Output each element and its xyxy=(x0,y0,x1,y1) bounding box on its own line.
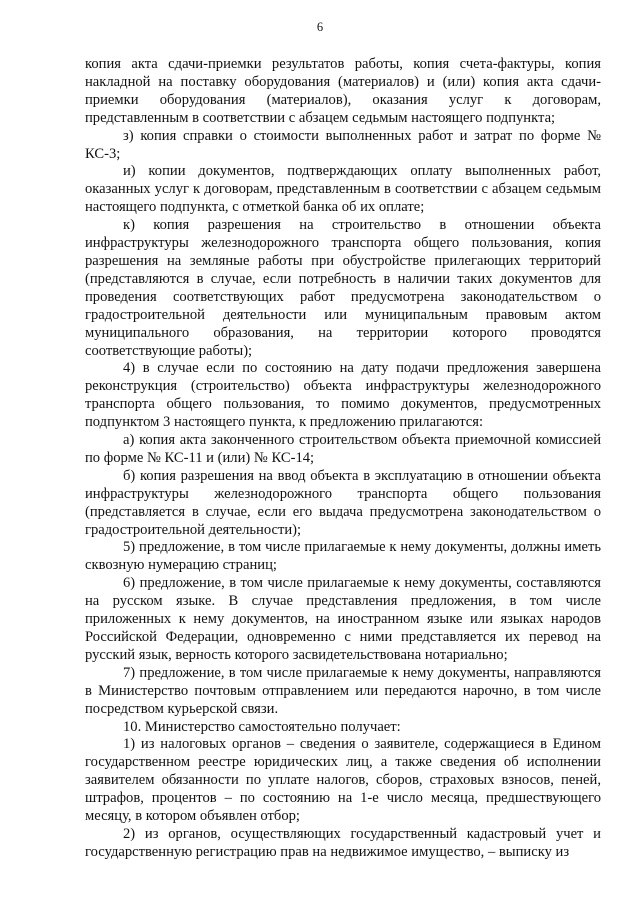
paragraph-continued: копия акта сдачи-приемки результатов работы, копия счета-фактуры, копия накладной на поставку оборудования (материалов) и (или) копия акта сдачи-приемки оборудования (материалов), оказания услуг к договорам, представленным в соответствии с абзацем седьмым настоящего подпункта; xyxy=(85,56,601,126)
paragraph-point-10-sub-2: 2) из органов, осуществляющих государственный кадастровый учет и государственную регистрацию прав на недвижимое имущество, – выписку из xyxy=(85,825,601,860)
paragraph-item-a: а) копия акта законченного строительством объекта приемочной комиссией по форме № КС-11 и (или) № КС-14; xyxy=(85,432,601,466)
paragraph-subitem-5: 5) предложение, в том числе прилагаемые к нему документы, должны иметь сквозную нумерацию страниц; xyxy=(85,539,601,574)
document-body xyxy=(85,56,601,862)
paragraph-item-b: б) копия разрешения на ввод объекта в эксплуатацию в отношении объекта инфраструктуры железнодорожного транспорта общего пользования (представляется в случае, если его выдача предусмотрена законодательством о градостроительной деятельности); xyxy=(85,467,601,538)
paragraph-item-k: к) копия разрешения на строительство в отношении объекта инфраструктуры железнодорожного транспорта общего пользования, копия разрешения на земляные работы при обустройстве прилегающих территорий (представляются в случае, если потребность в наличии таких документов для проведения соответствующих работ предусмотрена законодательством о градостроительной деятельности или муниципальным правовым актом муниципального образования, на территории которого проводятся соответствующие работы); xyxy=(85,217,601,359)
paragraph-subitem-7: 7) предложение, в том числе прилагаемые к нему документы, направляются в Министерство почтовым отправлением или передаются нарочно, в том числе посредством курьерской связи. xyxy=(85,664,601,717)
paragraph-subitem-6: 6) предложение, в том числе прилагаемые к нему документы, составляются на русском языке. В случае представления предложения, в том числе приложенных к нему документов, на иностранном языке или языках народов Российской Федерации, одновременно с ними представляется их перевод на русский язык, верность которого засвидетельствована нотариально; xyxy=(85,575,601,663)
paragraph-subitem-4: 4) в случае если по состоянию на дату подачи предложения завершена реконструкция (строительство) объекта инфраструктуры железнодорожного транспорта общего пользования, то помимо документов, предусмотренных подпунктом 3 настоящего пункта, к предложению прилагаются: xyxy=(85,360,601,431)
paragraph-item-i: и) копии документов, подтверждающих оплату выполненных работ, оказанных услуг к договорам, представленным в соответствии с абзацем седьмым настоящего подпункта, с отметкой банка об их оплате; xyxy=(85,163,601,216)
paragraph-item-z: з) копия справки о стоимости выполненных работ и затрат по форме № КС-3; xyxy=(85,127,601,162)
paragraph-point-10: 10. Министерство самостоятельно получает: xyxy=(123,718,401,735)
page-number: 6 xyxy=(316,20,324,34)
paragraph-point-10-sub-1: 1) из налоговых органов – сведения о заявителе, содержащиеся в Едином государственном реестре юридических лиц, а также сведения об исполнении заявителем обязанности по уплате налогов, сборов, страховых взносов, пеней, штрафов, процентов – по состоянию на 1-е число месяца, предшествующего месяцу, в котором объявлен отбор; xyxy=(85,736,601,825)
